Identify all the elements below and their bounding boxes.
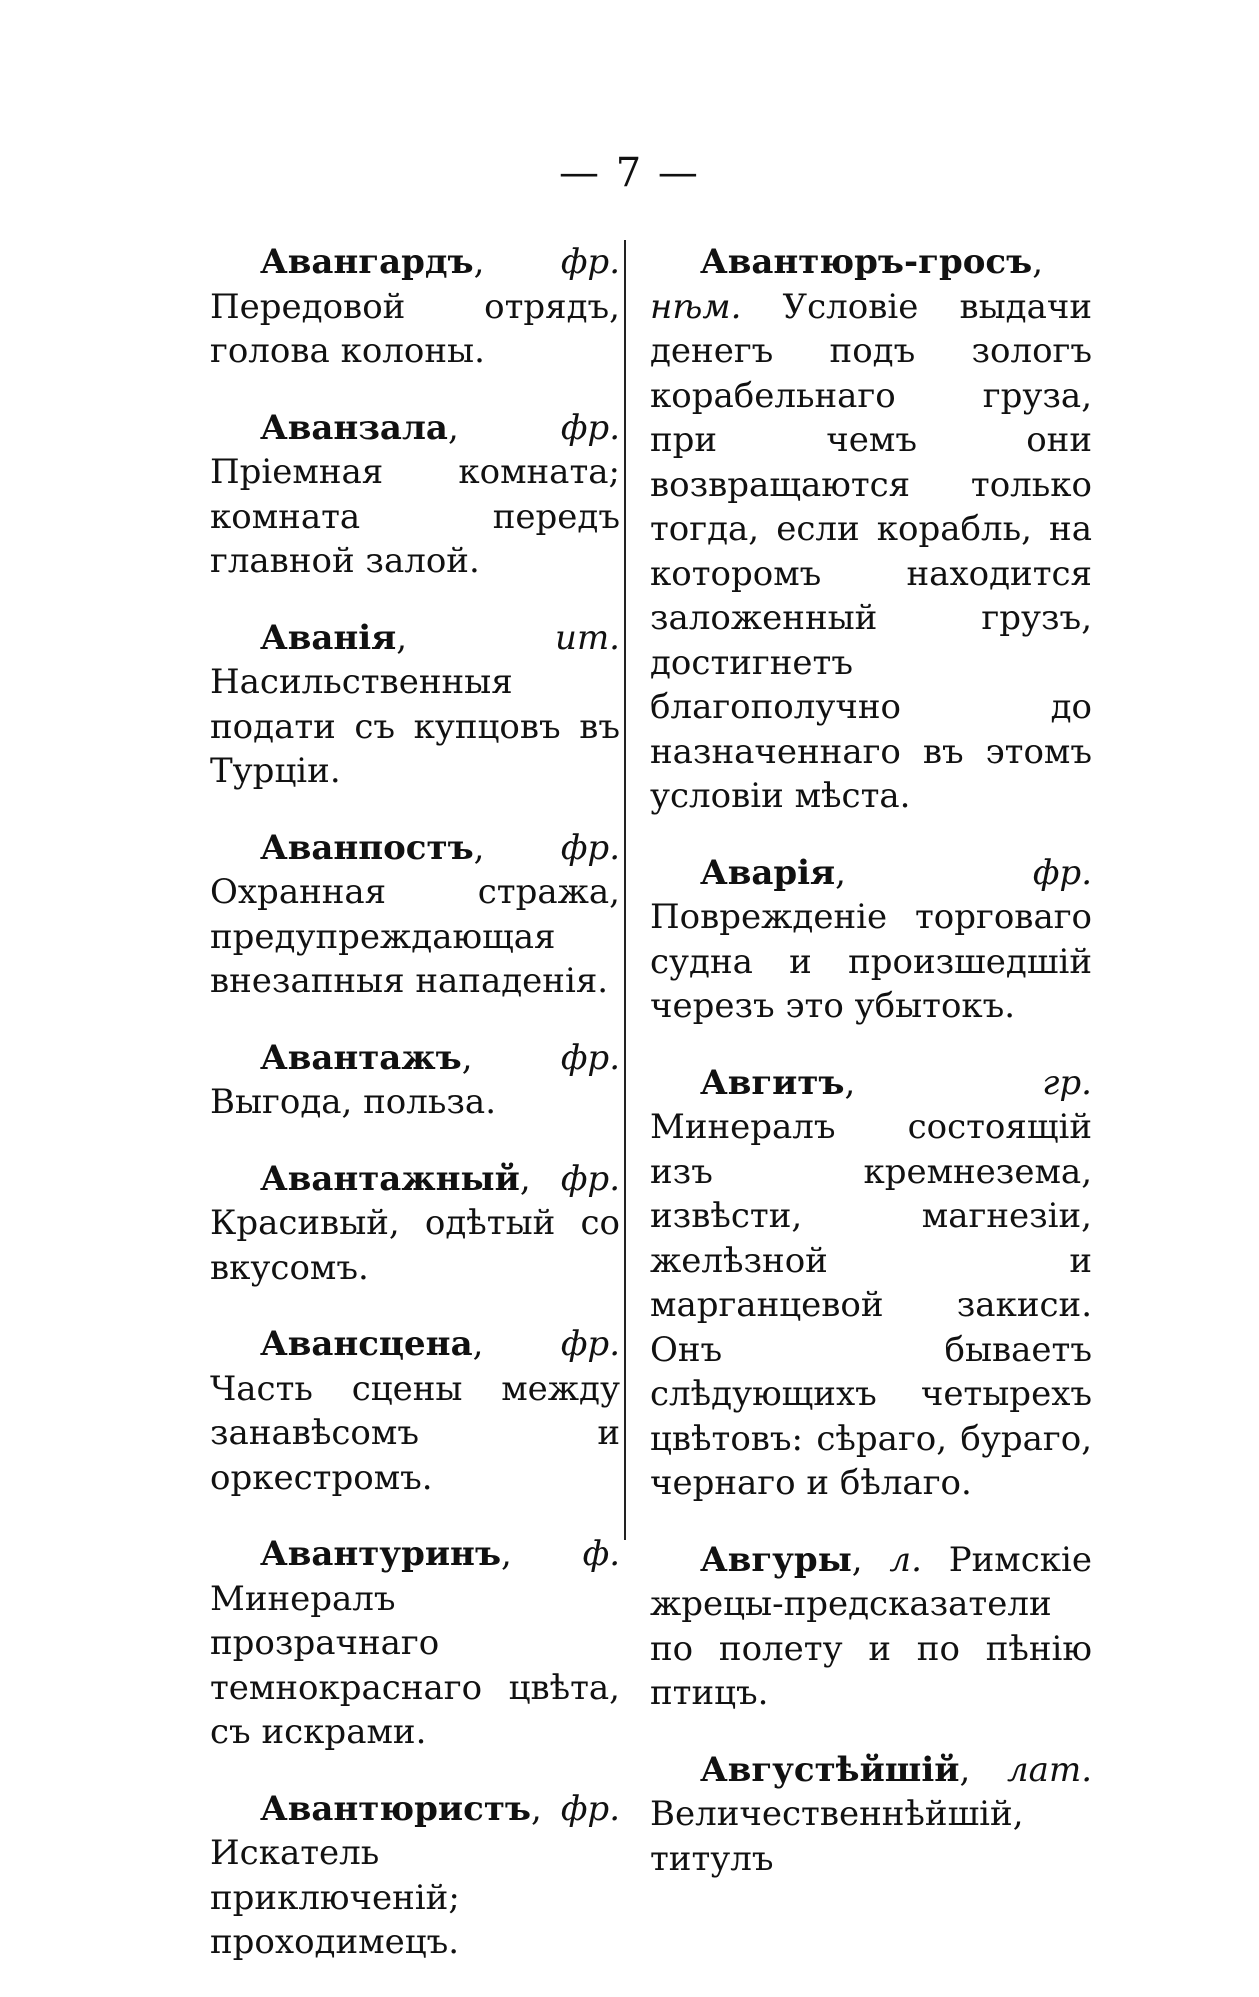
entry-headword: Аванзала	[260, 407, 448, 448]
dictionary-entry: Авантажный, фр. Красивый, одѣтый со вкусомъ.	[210, 1158, 620, 1288]
entry-headword: Авантажъ	[260, 1037, 462, 1078]
entry-headword: Аванпостъ	[260, 827, 474, 868]
entry-language: фр.	[560, 1158, 620, 1199]
dictionary-entry: Августѣйшій, лат. Величественнѣйшій, титулъ	[650, 1749, 1092, 1879]
entry-headword: Авансцена	[260, 1324, 473, 1364]
page-number: — 7 —	[559, 150, 700, 196]
entry-definition: Поврежденіе торговаго судна и произшедшій черезъ это убытокъ.	[650, 897, 1092, 1026]
entry-language: л.	[889, 1539, 922, 1580]
right-column	[650, 240, 1092, 1913]
entry-definition: Искатель приключеній; проходимецъ.	[210, 1833, 460, 1962]
dictionary-entry: Авантюръ-гросъ, нѣм. Условіе выдачи денегъ подъ зологъ корабельнаго груза, при чемъ они возвращаются только тогда, если корабль, на которомъ находится заложенный грузъ, достигнетъ благополучно до назначеннаго въ этомъ условіи мѣста.	[650, 242, 1093, 816]
entry-language: фр.	[560, 407, 620, 448]
entry-headword: Авантажный	[260, 1158, 520, 1199]
entry-definition: Охранная стража, предупреждающая внезапныя нападенія.	[210, 872, 620, 1001]
entry-language: фр.	[560, 1788, 620, 1829]
entry-definition: Пріемная комната; комната передъ главной залой.	[210, 452, 620, 581]
entry-language: нѣм.	[650, 286, 742, 327]
entry-definition: Выгода, польза.	[210, 1082, 497, 1122]
entry-definition: Минералъ состоящій изъ кремнезема, извѣсти, магнезіи, желѣзной и марганцевой закиси. Онъ бываетъ слѣдующихъ четырехъ цвѣтовъ: сѣраго, бураго, чернаго и бѣлаго.	[650, 1107, 1092, 1503]
entry-headword: Аванія	[260, 617, 397, 658]
left-column	[210, 240, 620, 1997]
entry-headword: Авантюристъ	[260, 1788, 532, 1829]
entry-headword: Авантуринъ	[260, 1534, 502, 1574]
dictionary-entry: Авантюристъ, фр. Искатель приключеній; проходимецъ.	[210, 1788, 620, 1962]
column-divider	[624, 240, 626, 1540]
dictionary-entry: Авгуры, л. Римскіе жрецы-предсказатели по полету и по пѣнію птицъ.	[650, 1539, 1092, 1713]
entry-language: лат.	[1007, 1749, 1092, 1790]
entry-language: ф.	[582, 1534, 620, 1574]
entry-definition: Условіе выдачи денегъ подъ зологъ корабельнаго груза, при чемъ они возвращаются только тогда, если корабль, на которомъ находится заложенный грузъ, достигнетъ благополучно до назначеннаго въ этомъ условіи мѣста.	[650, 286, 1093, 816]
entry-language: фр.	[560, 1324, 620, 1364]
entry-definition: Минералъ прозрачнаго темнокраснаго цвѣта, съ искрами.	[210, 1578, 620, 1752]
dictionary-entry: Авгитъ, гр. Минералъ состоящій изъ кремнезема, извѣсти, магнезіи, желѣзной и марганцевой закиси. Онъ бываетъ слѣдующихъ четырехъ цвѣтовъ: сѣраго, бураго, чернаго и бѣлаго.	[650, 1062, 1092, 1503]
entry-headword: Аварія	[700, 852, 836, 893]
dictionary-entry: Аванія, ит. Насильственныя подати съ купцовъ въ Турціи.	[210, 617, 620, 791]
entry-definition: Передовой отрядъ, голова колоны.	[210, 286, 620, 371]
entry-definition: Римскіе жрецы-предсказатели по полету и по пѣнію птицъ.	[650, 1539, 1092, 1713]
entry-definition: Часть сцены между занавѣсомъ и оркестромъ.	[210, 1368, 620, 1498]
entry-headword: Авантюръ-гросъ	[700, 242, 1033, 282]
entry-language: фр.	[560, 242, 620, 282]
entry-headword: Августѣйшій	[700, 1749, 960, 1790]
dictionary-entry: Авантажъ, фр. Выгода, польза.	[210, 1037, 620, 1122]
dictionary-entry: Авангардъ, фр. Передовой отрядъ, голова колоны.	[210, 242, 620, 371]
entry-language: ит.	[555, 617, 620, 658]
dictionary-entry: Авансцена, фр. Часть сцены между занавѣсомъ и оркестромъ.	[210, 1324, 620, 1498]
entry-headword: Авангардъ	[260, 242, 474, 282]
entry-headword: Авгуры	[700, 1539, 852, 1580]
entry-definition: Красивый, одѣтый со вкусомъ.	[210, 1203, 620, 1288]
entry-language: фр.	[560, 1037, 620, 1078]
entry-definition: Величественнѣйшій, титулъ	[650, 1794, 1024, 1879]
dictionary-entry: Аванзала, фр. Пріемная комната; комната передъ главной залой.	[210, 407, 620, 581]
dictionary-entry: Аварія, фр. Поврежденіе торговаго судна и произшедшій черезъ это убытокъ.	[650, 852, 1092, 1026]
dictionary-entry: Авантуринъ, ф. Минералъ прозрачнаго темнокраснаго цвѣта, съ искрами.	[210, 1534, 620, 1752]
entry-definition: Насильственныя подати съ купцовъ въ Турціи.	[210, 662, 620, 791]
entry-language: фр.	[1032, 852, 1092, 893]
dictionary-entry: Аванпостъ, фр. Охранная стража, предупреждающая внезапныя нападенія.	[210, 827, 620, 1001]
entry-language: фр.	[560, 827, 620, 868]
entry-headword: Авгитъ	[700, 1062, 845, 1103]
entry-language: гр.	[1042, 1062, 1092, 1103]
